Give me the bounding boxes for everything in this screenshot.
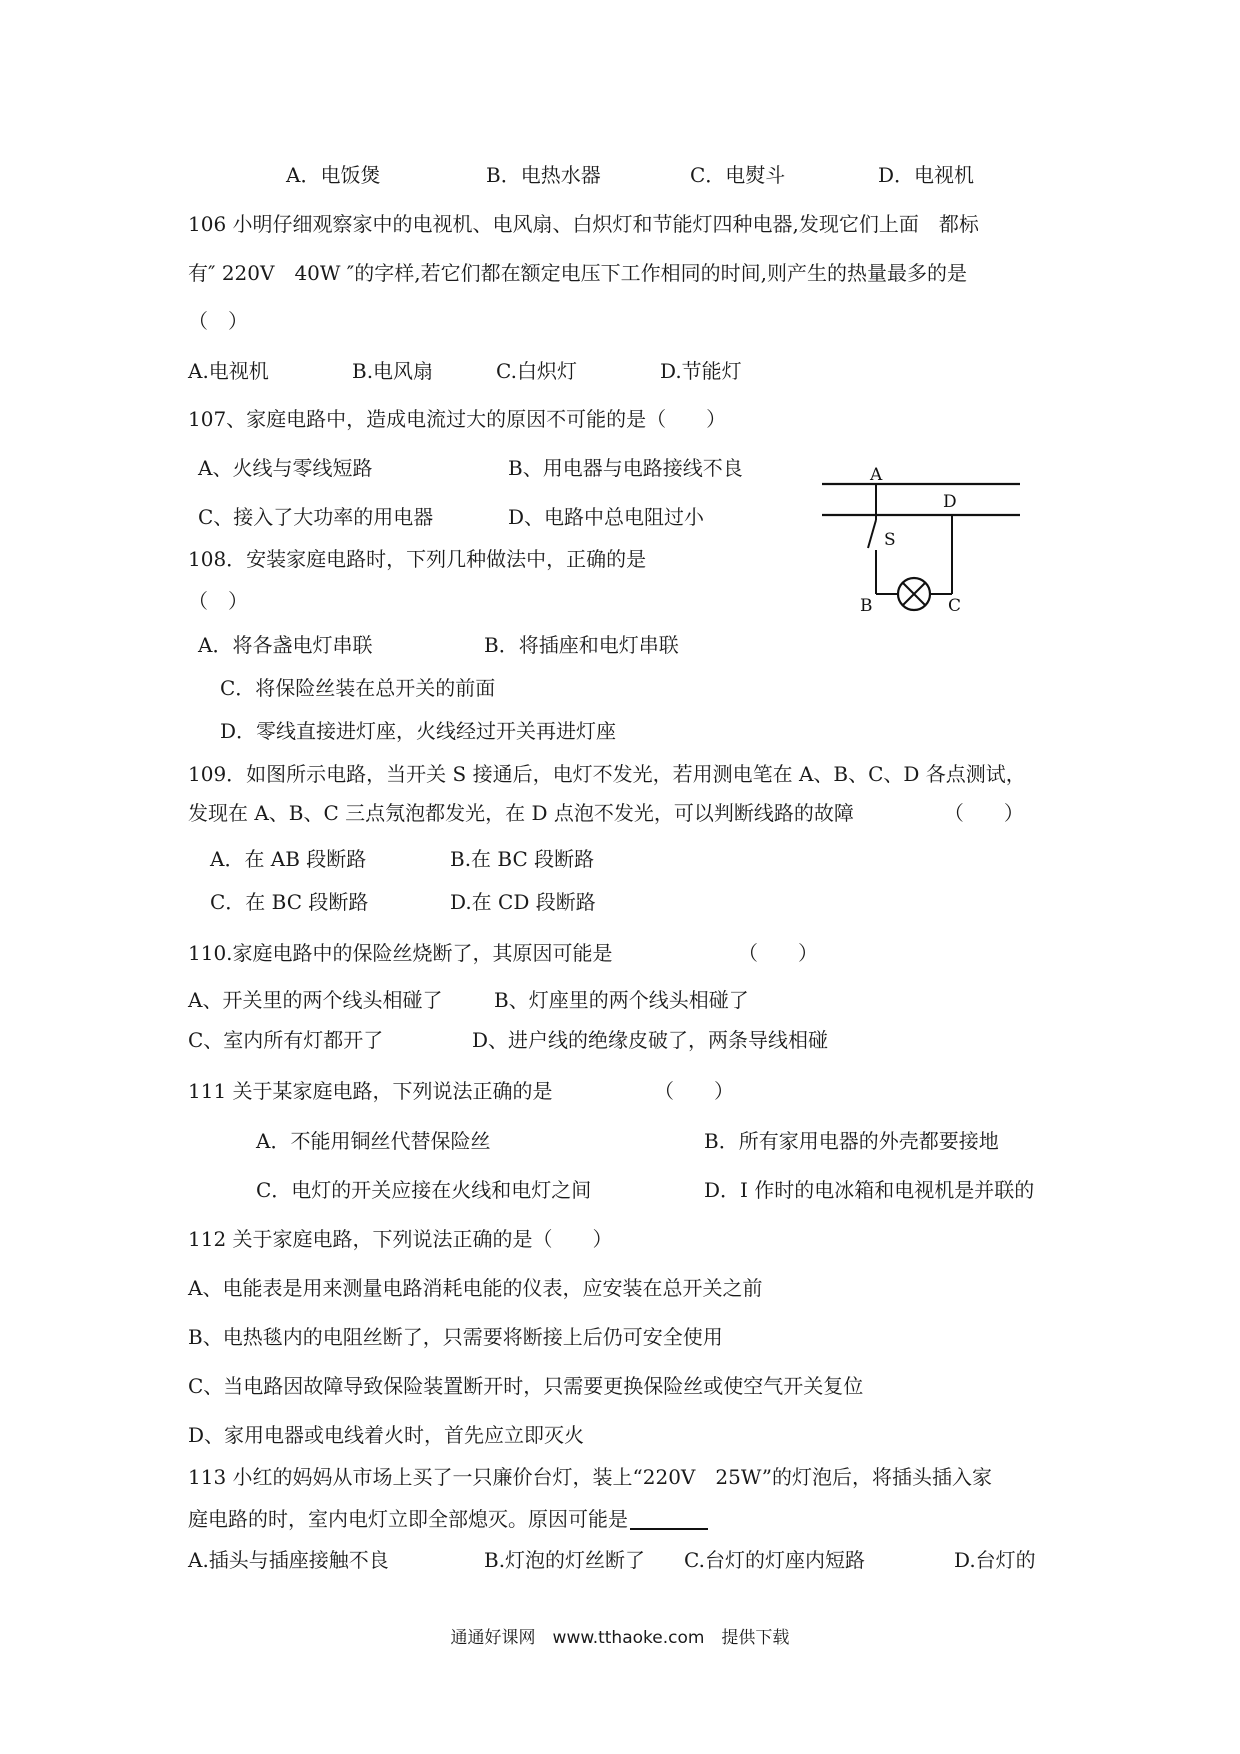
q113-option-a: A.插头与插座接触不良 <box>188 1548 389 1572</box>
q111-option-c: C．电灯的开关应接在火线和电灯之间 <box>256 1178 592 1202</box>
label-s: S <box>884 530 896 550</box>
q107-option-b: B、用电器与电路接线不良 <box>508 456 743 480</box>
q113-option-c: C.台灯的灯座内短路 <box>684 1548 865 1572</box>
label-b: B <box>860 596 873 616</box>
q108-stem: 108．安装家庭电路时，下列几种做法中，正确的是 <box>188 547 647 571</box>
q105-option-c: C．电熨斗 <box>690 163 786 187</box>
q112-option-d: D、家用电器或电线着火时，首先应立即灭火 <box>188 1423 585 1447</box>
q109-option-b: B.在 BC 段断路 <box>450 847 595 871</box>
q111-stem: 111 关于某家庭电路，下列说法正确的是 <box>188 1079 553 1103</box>
q111-answer-paren: （ ） <box>654 1079 734 1103</box>
q113-option-b: B.灯泡的灯丝断了 <box>484 1548 646 1572</box>
q108-option-a: A．将各盏电灯串联 <box>198 633 373 657</box>
circuit-diagram <box>810 460 1040 630</box>
q109-option-d: D.在 CD 段断路 <box>450 890 596 914</box>
q110-stem: 110.家庭电路中的保险丝烧断了，其原因可能是 <box>188 941 613 965</box>
q110-option-c: C、室内所有灯都开了 <box>188 1028 384 1052</box>
q105-option-b: B．电热水器 <box>486 163 601 187</box>
q113-stem-line2-text: 庭电路的时，室内电灯立即全部熄灭。原因可能是 <box>188 1507 628 1531</box>
q106-option-c: C.白炽灯 <box>496 359 577 383</box>
q110-option-d: D、进户线的绝缘皮破了，两条导线相碰 <box>472 1028 829 1052</box>
q108-option-b: B．将插座和电灯串联 <box>484 633 679 657</box>
q106-stem-line2: 有″ 220V 40W ″的字样,若它们都在额定电压下工作相同的时间,则产生的热量最多的是 <box>188 261 967 285</box>
q113-answer-blank <box>630 1528 708 1530</box>
lamp-icon <box>898 578 930 610</box>
q108-option-d: D．零线直接进灯座，火线经过开关再进灯座 <box>220 719 617 743</box>
q113-stem-line2 <box>188 1506 708 1532</box>
q110-option-a: A、开关里的两个线头相碰了 <box>188 988 443 1012</box>
page-footer: 通通好课网 www.tthaoke.com 提供下载 <box>450 1628 790 1648</box>
q108-answer-paren: （ ） <box>188 589 248 613</box>
label-d: D <box>943 492 957 512</box>
q109-option-a: A．在 AB 段断路 <box>210 847 367 871</box>
q109-stem-line1: 109．如图所示电路，当开关 S 接通后，电灯不发光，若用测电笔在 A、B、C、D 各点测试， <box>188 762 1026 786</box>
q107-stem: 107、家庭电路中，造成电流过大的原因不可能的是（ ） <box>188 407 727 431</box>
q112-stem: 112 关于家庭电路，下列说法正确的是（ ） <box>188 1227 613 1251</box>
label-c: C <box>948 596 962 616</box>
q110-answer-paren: （ ） <box>738 941 818 965</box>
q106-option-a: A.电视机 <box>188 359 269 383</box>
q108-option-c: C．将保险丝装在总开关的前面 <box>220 676 496 700</box>
q106-option-b: B.电风扇 <box>352 359 434 383</box>
q111-option-d: D．I 作时的电冰箱和电视机是并联的 <box>704 1178 1035 1202</box>
q112-option-a: A、电能表是用来测量电路消耗电能的仪表，应安装在总开关之前 <box>188 1276 763 1300</box>
q113-stem-line1: 113 小红的妈妈从市场上买了一只廉价台灯，装上“220V 25W”的灯泡后，将插头插入家 <box>188 1465 992 1489</box>
q112-option-c: C、当电路因故障导致保险装置断开时，只需要更换保险丝或使空气开关复位 <box>188 1374 864 1398</box>
q107-option-c: C、接入了大功率的用电器 <box>198 505 434 529</box>
q106-stem-line1: 106 小明仔细观察家中的电视机、电风扇、白炽灯和节能灯四种电器,发现它们上面 都标 <box>188 212 979 236</box>
q107-option-a: A、火线与零线短路 <box>198 456 373 480</box>
q109-stem-line2: 发现在 A、B、C 三点氖泡都发光，在 D 点泡不发光，可以判断线路的故障 （ ） <box>188 801 1024 825</box>
q111-option-b: B．所有家用电器的外壳都要接地 <box>704 1129 999 1153</box>
q111-option-a: A．不能用铜丝代替保险丝 <box>256 1129 491 1153</box>
q105-option-a: A．电饭煲 <box>286 163 381 187</box>
label-a: A <box>870 465 883 485</box>
q110-option-b: B、灯座里的两个线头相碰了 <box>494 988 749 1012</box>
q113-option-d: D.台灯的 <box>954 1548 1036 1572</box>
q106-option-d: D.节能灯 <box>660 359 742 383</box>
q107-option-d: D、电路中总电阻过小 <box>508 505 705 529</box>
q109-option-c: C．在 BC 段断路 <box>210 890 369 914</box>
q112-option-b: B、电热毯内的电阻丝断了，只需要将断接上后仍可安全使用 <box>188 1325 723 1349</box>
q106-answer-paren: （ ） <box>188 309 248 333</box>
switch-s <box>868 520 876 548</box>
q105-option-d: D．电视机 <box>878 163 975 187</box>
